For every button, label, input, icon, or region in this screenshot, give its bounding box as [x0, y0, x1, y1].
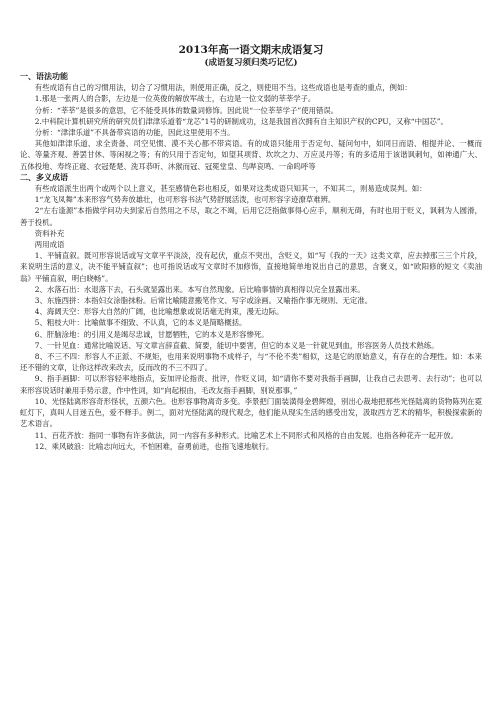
doc-title: 2013年高一语文期末成语复习	[178, 44, 324, 56]
list-item: 8、不三不四：形容人不正派、不规矩，也用来说明事物不成样子，与“不伦不类”相似，这是它的原始意义，有存在的合理性。如：本来还不错的文章，让你这样改来改去，反而改的不三不四了。	[20, 352, 482, 373]
list-item: 6、肝脑涂地：的引用义是竭尽忠诚，甘愿牺牲，它的本义是形容惨死。	[34, 329, 269, 339]
section-heading-1: 一、语法功能	[20, 71, 68, 81]
paragraph: 分析：“津津乐道”不具备带宾语的功能，因此这里使用不当。	[34, 128, 235, 138]
paragraph: 有些成语有自己的习惯用法，切合了习惯用法，则使用正确，反之，则使用不当。这些成语也是考查的重点，例如：	[34, 83, 412, 93]
paragraph-label: 资料补充	[34, 228, 65, 238]
list-item: 4、海阔天空：形容大自然的广阔，也比喻想象或说话毫无拘束，漫无边际。	[34, 307, 284, 317]
list-item: 11、百花齐放：指同一事物有许多做法，同一内容有多种形式。比喻艺术上不同形式和风格的自由发展。也指各种花卉一起开放。	[34, 430, 459, 440]
list-item: 9、指手画脚：可以形容轻率地指点，妄加评论指责、批评，作贬义词，如“请你不要对我指手画脚，让我自己去思考、去行动”；也可以来形容说话时兼用手势示意，作中性词，如“向起根由，毛改友指手画脚，别说那事，”	[20, 374, 482, 395]
paragraph-label: 两用成语	[34, 240, 65, 250]
list-item: 1、平铺直叙。既可形容说话或写文章平平淡淡，没有起伏，重点不突出，含贬义，如“写《我的一天》这类文章，应去掉那三三个片段，来说明生活的意义，决不能平铺直叙”；也可指说话或写文章时不加修饰，直接地简单地说出自己的意思，含褒义，如“欧阳修的短文《卖油翁》平铺直叙，明白晓畅”。	[20, 251, 482, 283]
list-item: 10、光怪陆离形容奇形怪状，五颜六色。也形容事物离奇多变。李景把门面装潢得金碧辉煌，别出心裁地把那些光怪陆离的货物陈列在霓虹灯下，真叫人目迷五色，爱不释手。例二，面对光怪陆离的现代观念，他们能从现实生活的感受出发，汲取西方艺术的精华，积极探索新的艺术语言。	[20, 396, 482, 429]
list-item: 12、乘风破浪：比喻志向远大，不怕困难，奋勇前进，也指飞速地航行。	[34, 441, 274, 451]
section-heading-2: 二、多义成语	[20, 171, 68, 182]
list-item: 3、东施西拼：本指妇女涂脂抹粉。后常比喻随意搬笔作文、写字或涂画。又喻指作事无规则、无定准。	[34, 296, 373, 306]
doc-subtitle: (成语复习须归类巧记忆)	[204, 58, 298, 68]
document-page	[20, 44, 482, 452]
paragraph: 1.那是一张两人的合影，左边是一位英俊的解放军战士，右边是一位文弱的莘莘学子。	[34, 94, 316, 104]
list-item: 2、水落石出：水退落下去，石头就显露出来。本写自然现象。后比喻事情的真相得以完全显露出来。	[34, 284, 365, 294]
paragraph: 2.中科院计算机研究所的研究员们津津乐道着“龙芯”1号的研制成功，这是我国首次拥有自主知识产权的CPU，又称“中国芯”。	[34, 116, 448, 126]
paragraph: 其他如津津乐道、求全责备、司空见惯、漠不关心都不带宾语。有的成语只能用于否定句、疑问句中，如同日而语、相提并论、一概而论、等量齐观、善罢甘休、等闲视之等；有的只用于否定句，如望其项背、坎坎之力、万应灵丹等；有的多适用于该谐讽刺句，如神通广大、五体投地、寿终正寝、衣冠楚楚、洗耳恭听、沐猴而冠、冠冕堂皇、鸟哔哀鸣、一命呜呼等	[20, 139, 482, 171]
paragraph: 2“左右逢源”本指做学问功夫到家后自然用之不尽，取之不竭，后用它泛指做事得心应手，顺利无碍，有时也用于贬义，讽刺为人圆滑，善于投机。	[20, 206, 482, 227]
paragraph: 分析：“莘莘”是很多的意思，它不能受具体的数量词修饰。因此说“一位莘莘学子”使用错误。	[34, 105, 339, 115]
paragraph: 有些成语派生出两个或两个以上意义，甚至感情色彩也相反，如果对这类成语只知其一，不知其二，则易造成误判。如：	[34, 184, 427, 194]
list-item: 7、一针见血：通常比喻说话、写文章言辞直截、简要，能切中要害，但它的本义是一针就见到血，形容医务人员技术熟练。	[34, 340, 439, 350]
paragraph: 1“龙飞凤舞”本来形容气势奔放雄壮，也可形容书法气势舒展活泼，也可形容字迹潦草难辨。	[34, 195, 336, 205]
list-item: 5、粗枝大叶：比喻做事不细致、不认真，它的本义是简略概括。	[34, 318, 247, 328]
